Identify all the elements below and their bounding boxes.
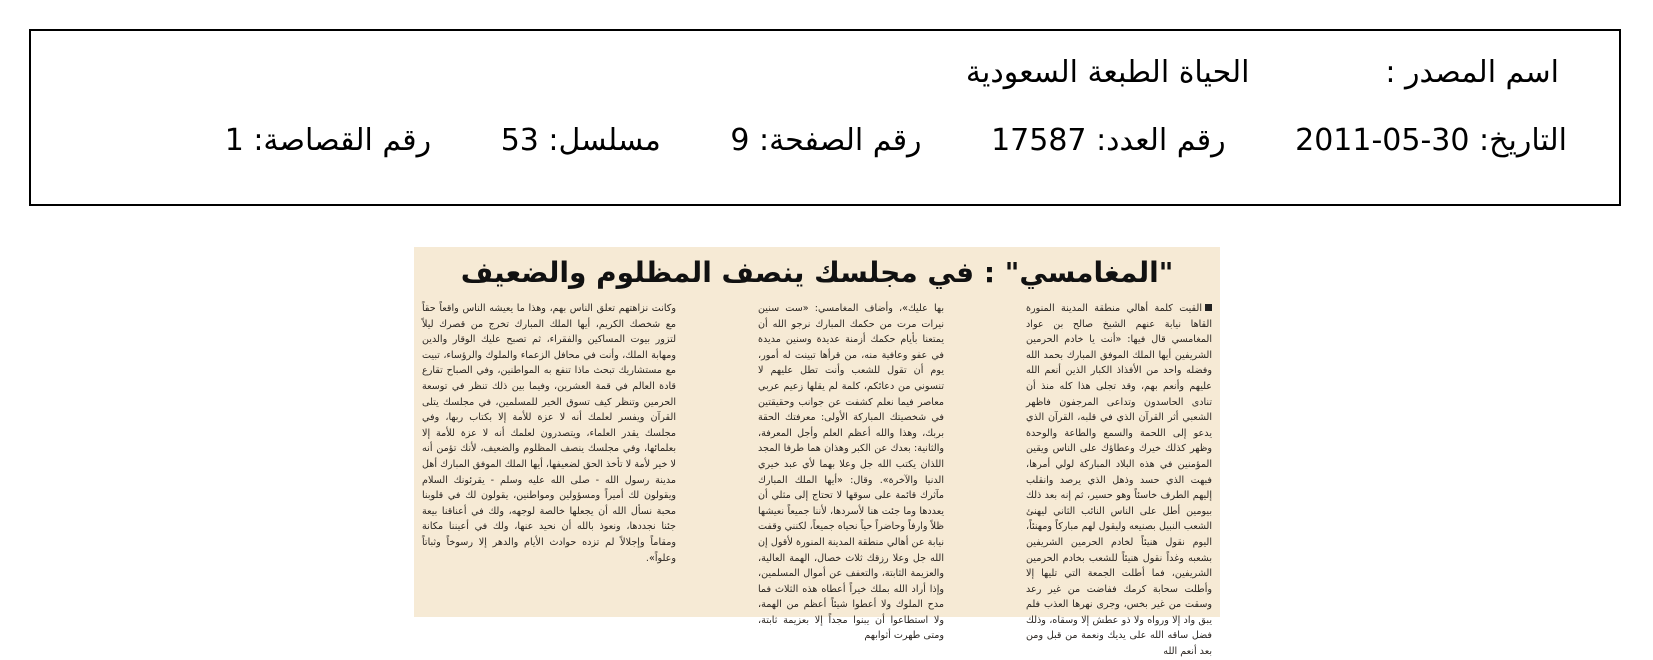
issue-field (991, 121, 1225, 161)
source-label: اسم المصدر : (1385, 55, 1559, 90)
article-column-2 (758, 301, 944, 642)
page-field (730, 121, 921, 161)
clip-value: 1 (224, 123, 244, 158)
source-row (659, 53, 1559, 93)
article-column-3-text: وكانت نزاهتهم تعلق الناس بهم، وهذا ما يعيشه الناس واقعاً حقاً مع شخصك الكريم، أيها الملك المبارك تخرج من قصرك ليلاً لتزور بيوت المساكين والفقراء، ثم تصبح عليك الوقار والدين ومهابة الملك، وأنت في محافل الزعماء والملوك والرؤساء، تبيت مع مستشاريك تبحث ماذا تنفع به المواطنين، وفي الصباح تقارع قادة العالم في قمة العشرين، وفيما بين ذلك تنظر في توسعة الحرمين وتنظر كيف تسوق الخير للمسلمين، في مجلسك يتلى القرآن ويفسر لعلمك أنه لا عزة للأمة إلا بكتاب ربها، وفي مجلسك يقدر العلماء، ويتصدرون لعلمك أنه لا عزة للأمة إلا بعلمائها، وفي مجلسك ينصف المظلوم والضعيف، لأنك تؤمن أنه لا خير لأمة لا تأخذ الحق لضعيفها، أيها الملك الموفق المبارك أهل مدينة رسول الله - صلى الله عليه وسلم - يقرئونك السلام ويقولون لك أميراً ومسؤولين ومواطنين، يقولون لك في قلوبنا محبة نسأل الله أن يجعلها خالصة لوجهه، ولك في أعناقنا بيعة جئنا نجددها، ونعوذ بالله أن نحيد عنها، ولك في أعيننا مكانة ومقاماً وإجلالاً لم تزده حوادث الأيام والدهر إلا رسوخاً وثباتاً وعلواً». (422, 303, 676, 564)
serial-field (501, 121, 661, 161)
serial-value: 53 (500, 123, 539, 158)
article-column-1 (1026, 301, 1212, 658)
article-column-2-text: بها عليك»، وأضاف المغامسي: «ست سنين نيرات مرت من حكمك المبارك نرجو الله أن يمتعنا بأيام حكمك أزمنة عديدة وسنين مديدة في عفو وعافية منه، من قرأها تبينت له أمور، يوم أن تقول للشعب وأنت تطل عليهم لا تنسوني من دعائكم، كلمة لم يقلها زعيم عربي معاصر فيما نعلم كشفت عن جوانب وحقيقتين في شخصيتك المباركة الأولى: معرفتك الحقة بربك، وهذا والله أعظم العلم وأجل المعرفة، والثانية: بعدك عن الكبر وهذان هما طرفا المجد اللذان يكتب الله جل وعلا بهما لأي عبد خيري الدنيا والآخرة». وقال: «أيها الملك المبارك مآثرك قائمة على سوقها لا تحتاج إلى مثلي أن يعددها وما جئت هنا لأسردها، لأننا جميعاً نعيشها ظلاً وارفاً وحاضراً حياً نحياه جميعاً، لكنني وقفت نيابة عن أهالي منطقة المدينة المنورة لأقول إن الله جل وعلا رزقك ثلاث خصال، الهمة العالية، والعزيمة الثابتة، والتعفف عن أموال المسلمين، وإذا أراد الله بملك خيراً أعطاه هذه الثلاث فما مدح الملوك ولا أعطوا شيئاً أعظم من الهمة، ولا استطاعوا أن يبنوا مجداً إلا بعزيمة ثابتة، ومتى طهرت أثوابهم (758, 303, 944, 642)
date-label: التاريخ: (1479, 123, 1567, 158)
article-column-3 (422, 301, 676, 613)
clip-field (225, 121, 431, 161)
serial-label: مسلسل: (548, 123, 661, 158)
clip-label: رقم القصاصة: (253, 123, 432, 158)
source-info-box (29, 29, 1621, 206)
newspaper-clipping (414, 247, 1220, 658)
bullet-square-icon (1205, 304, 1212, 311)
date-field (1295, 121, 1567, 161)
article-title: "المغامسي" : في مجلسك ينصف المظلوم والضعيف (460, 256, 1174, 289)
page-label: رقم الصفحة: (758, 123, 922, 158)
page-value: 9 (730, 123, 750, 158)
issue-label: رقم العدد: (1096, 123, 1226, 158)
source-value: الحياة الطبعة السعودية (965, 55, 1250, 90)
date-value: 2011-05-30 (1295, 123, 1470, 158)
meta-row (225, 121, 1567, 161)
article-column-1-text: القيت كلمة أهالي منطقة المدينة المنورة القاها نيابة عنهم الشيخ صالح بن عواد المغامسي قال فيها: «أنت يا خادم الحرمين الشريفين أيها الملك الموفق المبارك بحمد الله وفضله واحد من الأفذاذ الكبار الذين أنعم الله عليهم وأنعم بهم، وقد تجلى هذا كله منذ أن تنادى الحاسدون وتداعى المرجفون فاظهر الشعبي أثر القرآن الذي في قلبه، القرآن الذي يدعو إلى اللحمة والسمع والطاعة والوحدة وظهر كذلك خيرك وعطاؤك على الناس ويقين المؤمنين في هذه البلاد المباركة لولي أمرها، فبهت الذي حسد وذهل الذي يرصد وانقلب إليهم الطرف خاسئاً وهو حسير، ثم إنه بعد ذلك بيومين أطل على الناس النائب الثاني ليهنئ الشعب النبيل بصنيعه وليقول لهم مباركاً ومهنئاً، اليوم نقول هنيئاً لخادم الحرمين الشريفين بشعبه وغداً نقول هنيئاً للشعب بخادم الحرمين الشريفين، فما أطلت الجمعة التي تليها إلا وأطلت سحابة كرمك ففاضت من غير رعد وسقت من غير بخس، وجرى نهرها العذب فلم يبق واد إلا ورواه ولا ذو عطش إلا وسقاه، وذلك فضل ساقه الله على يديك ونعمة من قبل ومن بعد أنعم الله (1026, 303, 1212, 658)
issue-value: 17587 (991, 123, 1087, 158)
